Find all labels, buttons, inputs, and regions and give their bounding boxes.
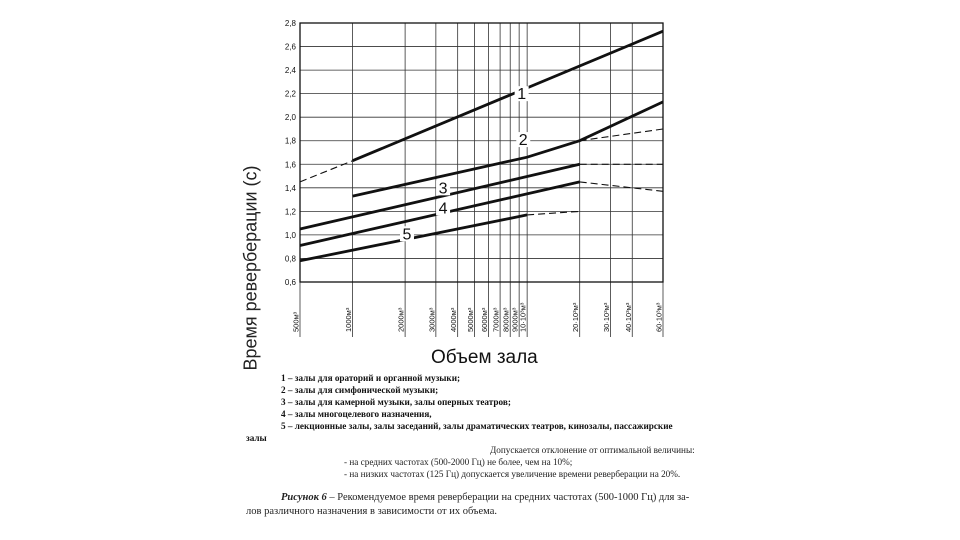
legend-item-2: 2 – залы для симфонической музыки; — [281, 385, 439, 395]
legend-item-3: 3 – залы для камерной музыки, залы оперных театров; — [281, 397, 511, 407]
x-tick-label: 7000м³ — [491, 307, 501, 332]
series-1-label: 1 — [517, 86, 527, 104]
x-axis-title: Объем зала — [431, 347, 538, 368]
x-tick-label: 9000м³ — [510, 307, 520, 332]
y-tick-label: 2,2 — [284, 89, 296, 99]
y-tick-label: 2,4 — [284, 66, 296, 76]
figure-caption-label: Рисунок 6 — [281, 492, 327, 503]
legend-item-5-continued: залы — [246, 433, 267, 443]
x-tick-label: 10·10³м³ — [518, 302, 528, 332]
y-tick-label: 1,0 — [284, 230, 296, 240]
series-5-dashed-extension — [527, 211, 580, 215]
y-tick-label: 0,8 — [284, 254, 296, 264]
x-tick-label: 20·10³м³ — [571, 302, 581, 332]
x-tick-label: 1000м³ — [344, 307, 354, 332]
x-tick-label: 5000м³ — [466, 307, 476, 332]
x-tick-label: 30·10³м³ — [601, 302, 611, 332]
x-tick-label: 500м³ — [291, 311, 301, 332]
series-5-label: 5 — [402, 226, 412, 244]
y-axis-title: Время реверберации (с) — [240, 165, 261, 371]
series-2-label: 2 — [518, 132, 528, 150]
tolerance-note-mid: - на средних частотах (500-2000 Гц) не более, чем на 10%; — [344, 457, 573, 467]
y-tick-label: 1,8 — [284, 136, 296, 146]
y-tick-label: 2,6 — [284, 42, 296, 52]
y-tick-label: 2,0 — [284, 113, 296, 123]
legend-item-1: 1 – залы для ораторий и органной музыки; — [281, 373, 461, 383]
y-tick-label: 1,6 — [284, 160, 296, 170]
series-lines — [300, 31, 663, 261]
figure-caption-text: – Рекомендуемое время реверберации на средних частотах (500-1000 Гц) для за- — [326, 492, 690, 503]
y-tick-label: 0,6 — [284, 278, 296, 287]
y-tick-label: 1,4 — [284, 183, 296, 193]
x-tick-label: 4000м³ — [449, 307, 459, 332]
legend-item-5: 5 – лекционные залы, залы заседаний, залы драматических театров, кинозалы, пассажирские — [281, 421, 673, 431]
x-tick-label: 8000м³ — [501, 307, 511, 332]
tolerance-note-title: Допускается отклонение от оптимальной величины: — [490, 445, 695, 455]
x-tick-label: 6000м³ — [479, 307, 489, 332]
x-tick-label: 60·10³м³ — [654, 302, 664, 332]
tolerance-note-low: - на низких частотах (125 Гц) допускается увеличение времени реверберации на 20%. — [344, 469, 681, 479]
x-tick-label: 40·10³м³ — [623, 302, 633, 332]
y-tick-label: 2,8 — [284, 19, 296, 28]
figure-caption — [281, 491, 689, 504]
legend-item-4: 4 – залы многоцелевого назначения, — [281, 409, 432, 419]
y-tick-labels — [285, 19, 297, 287]
x-tick-label: 2000м³ — [396, 307, 406, 332]
grid — [300, 23, 663, 337]
series-3-label: 3 — [438, 180, 448, 198]
series-4-dashed-extension — [580, 182, 663, 191]
y-tick-label: 1,2 — [284, 207, 296, 217]
x-tick-label: 3000м³ — [427, 307, 437, 332]
plot-frame — [300, 23, 663, 282]
series-1-line — [353, 31, 663, 161]
figure-caption-continued: лов различного назначения в зависимости от их объема. — [246, 506, 497, 517]
x-tick-labels — [292, 302, 664, 332]
series-4-label: 4 — [438, 200, 448, 218]
